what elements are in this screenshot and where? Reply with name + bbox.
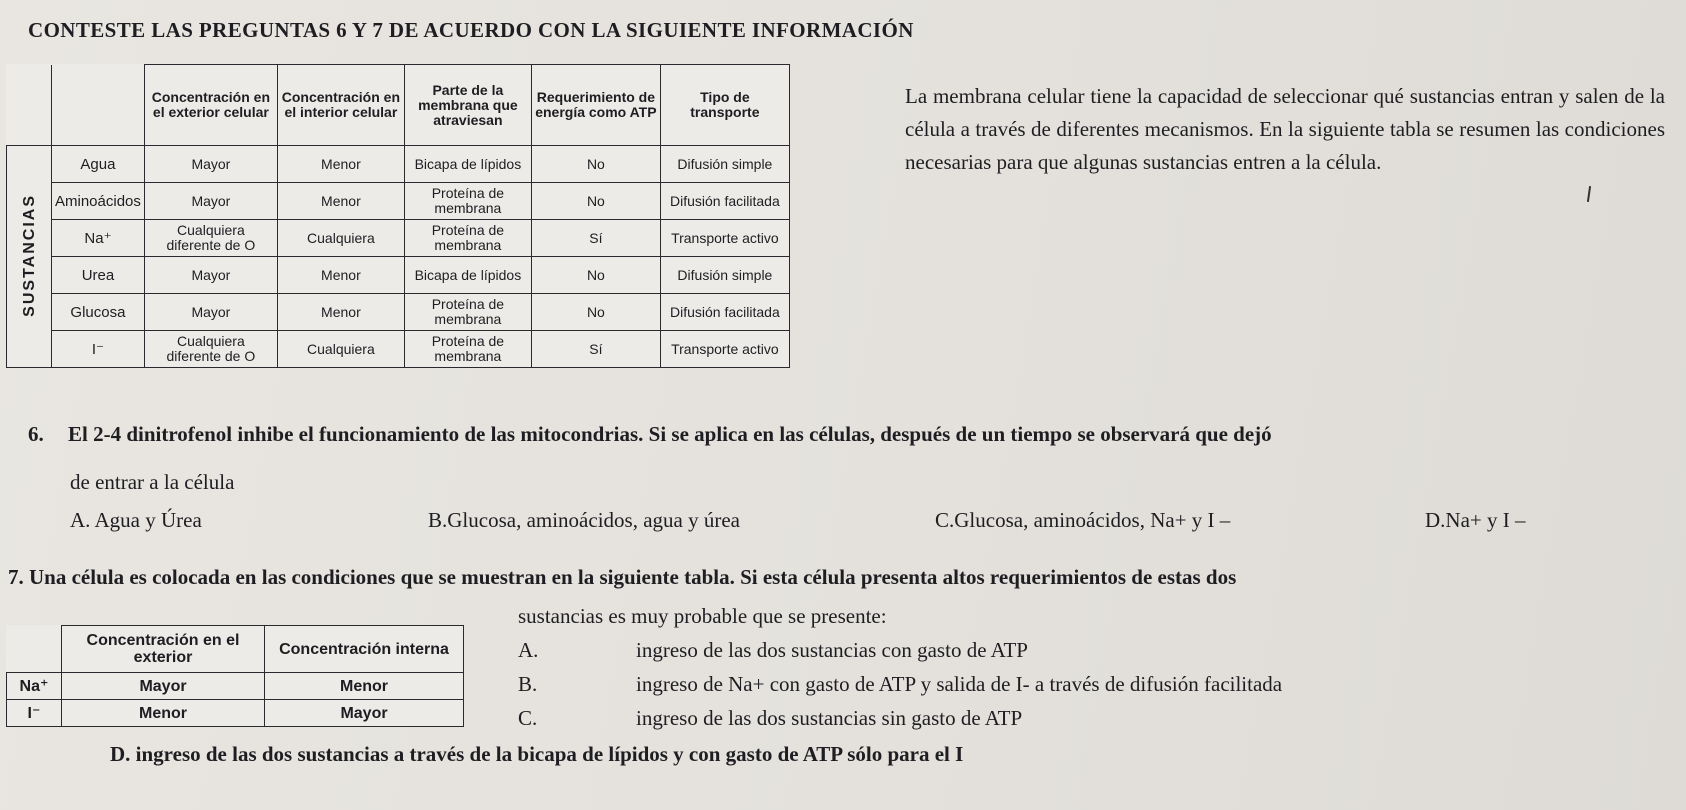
question-6-number: 6. — [28, 422, 44, 446]
cell-interior: Menor — [277, 294, 404, 331]
q7-option-b[interactable] — [518, 672, 1282, 697]
cell-parte: Proteína de membrana — [404, 294, 531, 331]
cell-exterior: Mayor — [144, 294, 277, 331]
cell-exterior: Mayor — [144, 146, 277, 183]
table-row — [7, 146, 790, 183]
cell-sustancia: I⁻ — [7, 700, 62, 727]
table-row — [7, 700, 464, 727]
question-6 — [28, 418, 1668, 450]
cell-exterior: Mayor — [144, 183, 277, 220]
cell-energia: No — [531, 294, 660, 331]
conditions-table — [6, 625, 464, 727]
table-header-row — [7, 65, 790, 146]
header-parte: Parte de la membrana que atraviesan — [404, 65, 531, 146]
cell-sustancia: I⁻ — [52, 331, 145, 368]
header-interior: Concentración en el interior celular — [277, 65, 404, 146]
q6-option-b[interactable]: B.Glucosa, aminoácidos, agua y úrea — [428, 508, 740, 532]
q7-option-a[interactable] — [518, 638, 1028, 663]
cell-tipo: Difusión simple — [660, 257, 789, 294]
cell-interna: Mayor — [265, 700, 464, 727]
cell-parte: Bicapa de lípidos — [404, 146, 531, 183]
q7-option-b-letter: B. — [518, 672, 538, 696]
cell-exterior: Cualquiera diferente de O — [144, 220, 277, 257]
table-row — [7, 673, 464, 700]
intro-paragraph: La membrana celular tiene la capacidad de seleccionar qué sustancias entran y salen de la célula a través de diferentes mecanismos. En la siguiente tabla se resumen las condiciones necesarias para que algunas sustancias entren a la célula. — [905, 84, 1665, 174]
cell-energia: No — [531, 146, 660, 183]
header-exterior: Concentración en el exterior — [62, 626, 265, 673]
table-row — [7, 183, 790, 220]
corner-cell — [7, 65, 52, 146]
q7-option-c[interactable] — [518, 706, 1022, 731]
q7-option-a-text: ingreso de las dos sustancias con gasto de ATP — [636, 638, 1028, 662]
cell-interior: Menor — [277, 146, 404, 183]
header-interna: Concentración interna — [265, 626, 464, 673]
question-6-text: El 2-4 dinitrofenol inhibe el funcionamiento de las mitocondrias. Si se aplica en las células, después de un tiempo se observará que dejó — [68, 422, 1272, 446]
cell-sustancia: Na⁺ — [52, 220, 145, 257]
cell-sustancia: Aminoácidos — [52, 183, 145, 220]
cell-energia: No — [531, 257, 660, 294]
cell-parte: Proteína de membrana — [404, 183, 531, 220]
cell-interior: Cualquiera — [277, 331, 404, 368]
cell-tipo: Difusión simple — [660, 146, 789, 183]
q7-option-b-text: ingreso de Na+ con gasto de ATP y salida de I- a través de difusión facilitada — [636, 672, 1283, 696]
cell-tipo: Transporte activo — [660, 220, 789, 257]
table-row — [7, 294, 790, 331]
section-heading: CONTESTE LAS PREGUNTAS 6 Y 7 DE ACUERDO CON LA SIGUIENTE INFORMACIÓN — [28, 18, 914, 42]
cell-interior: Menor — [277, 183, 404, 220]
cell-sustancia: Na⁺ — [7, 673, 62, 700]
corner-cell — [7, 626, 62, 673]
table-header-row — [7, 626, 464, 673]
table-row — [7, 257, 790, 294]
table-row — [7, 331, 790, 368]
cell-parte: Bicapa de lípidos — [404, 257, 531, 294]
header-tipo: Tipo de transporte — [660, 65, 789, 146]
cell-interior: Cualquiera — [277, 220, 404, 257]
cell-tipo: Difusión facilitada — [660, 183, 789, 220]
question-7-text: 7. Una célula es colocada en las condiciones que se muestran en la siguiente tabla. Si esta célula presenta altos requerimientos de estas dos — [8, 565, 1237, 589]
q7-option-a-letter: A. — [518, 638, 539, 662]
question-7-lead: sustancias es muy probable que se presente: — [518, 604, 887, 628]
cell-exterior: Cualquiera diferente de O — [144, 331, 277, 368]
cell-exterior: Mayor — [62, 673, 265, 700]
cell-exterior: Menor — [62, 700, 265, 727]
question-6-continuation: de entrar a la célula — [70, 470, 235, 494]
table-row — [7, 220, 790, 257]
cell-exterior: Mayor — [144, 257, 277, 294]
side-label-cell — [7, 146, 52, 368]
cell-sustancia: Glucosa — [52, 294, 145, 331]
cell-parte: Proteína de membrana — [404, 331, 531, 368]
cell-energia: Sí — [531, 220, 660, 257]
q6-option-c[interactable]: C.Glucosa, aminoácidos, Na+ y I – — [935, 508, 1231, 532]
cell-energia: Sí — [531, 331, 660, 368]
q7-option-c-text: ingreso de las dos sustancias sin gasto de ATP — [636, 706, 1023, 730]
q7-option-d[interactable]: D. ingreso de las dos sustancias a través de la bicapa de lípidos y con gasto de ATP sólo para el I — [110, 742, 964, 766]
cell-tipo: Transporte activo — [660, 331, 789, 368]
cell-sustancia: Urea — [52, 257, 145, 294]
side-label: SUSTANCIAS — [20, 193, 38, 317]
cell-energia: No — [531, 183, 660, 220]
q6-option-a[interactable]: A. Agua y Úrea — [70, 508, 202, 532]
cell-sustancia: Agua — [52, 146, 145, 183]
q6-option-d[interactable]: D.Na+ y I – — [1425, 508, 1526, 532]
transport-table — [6, 64, 790, 368]
q7-option-c-letter: C. — [518, 706, 538, 730]
header-exterior: Concentración en el exterior celular — [144, 65, 277, 146]
cell-interna: Menor — [265, 673, 464, 700]
corner-cell-2 — [52, 65, 145, 146]
header-energia: Requerimiento de energía como ATP — [531, 65, 660, 146]
cell-parte: Proteína de membrana — [404, 220, 531, 257]
cell-interior: Menor — [277, 257, 404, 294]
cell-tipo: Difusión facilitada — [660, 294, 789, 331]
